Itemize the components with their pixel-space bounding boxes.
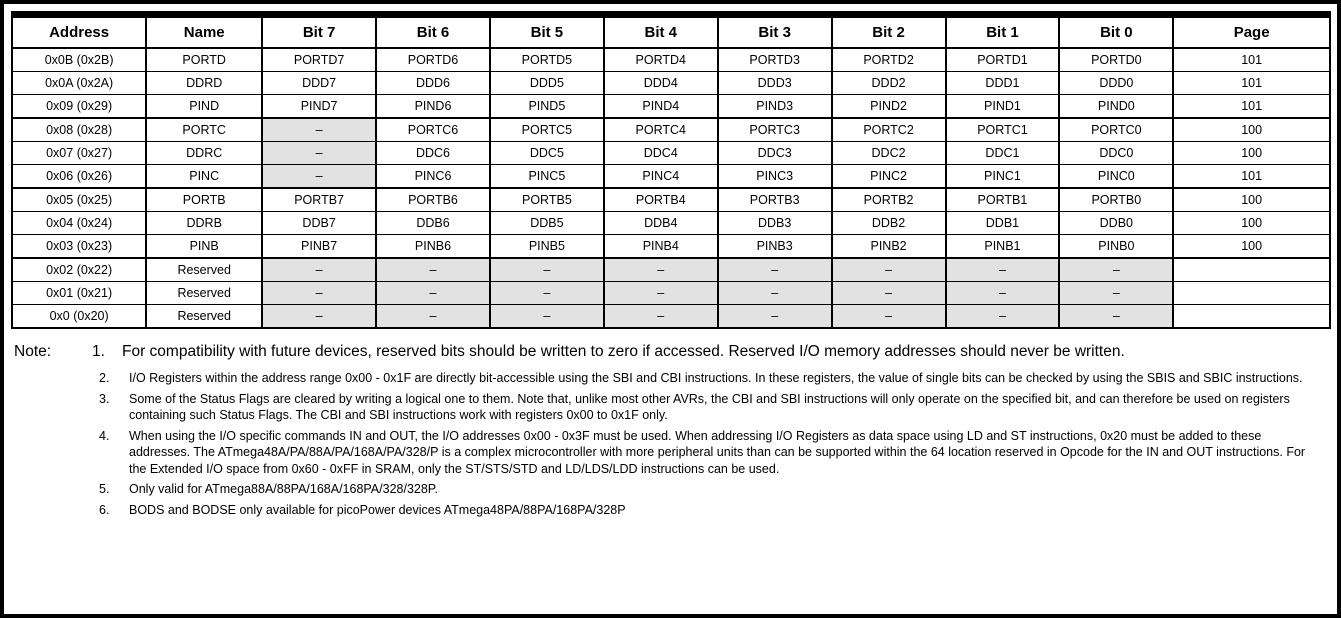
bit-cell: – bbox=[832, 258, 946, 282]
bit-cell: DDB2 bbox=[832, 212, 946, 235]
column-header: Bit 6 bbox=[376, 15, 490, 49]
bit-cell: PIND2 bbox=[832, 95, 946, 119]
address-cell: 0x09 (0x29) bbox=[12, 95, 146, 119]
bit-cell: – bbox=[604, 282, 718, 305]
bit-cell: – bbox=[946, 282, 1060, 305]
bit-cell: PINB2 bbox=[832, 235, 946, 259]
note-text: BODS and BODSE only available for picoPower devices ATmega48PA/88PA/168PA/328P bbox=[129, 502, 626, 517]
bit-cell: PORTB0 bbox=[1059, 188, 1173, 212]
bit-cell: PORTC3 bbox=[718, 118, 832, 142]
bit-cell: DDC4 bbox=[604, 142, 718, 165]
bit-cell: – bbox=[376, 282, 490, 305]
bit-cell: PIND4 bbox=[604, 95, 718, 119]
bit-cell: PORTD1 bbox=[946, 48, 1060, 72]
bit-cell: PINB7 bbox=[262, 235, 376, 259]
bit-cell: PIND5 bbox=[490, 95, 604, 119]
bit-cell: DDD7 bbox=[262, 72, 376, 95]
note-item bbox=[99, 481, 1331, 498]
bit-cell: – bbox=[490, 305, 604, 329]
column-header: Bit 0 bbox=[1059, 15, 1173, 49]
bit-cell: PIND3 bbox=[718, 95, 832, 119]
name-cell: PIND bbox=[146, 95, 262, 119]
bit-cell: PORTC1 bbox=[946, 118, 1060, 142]
column-header: Bit 1 bbox=[946, 15, 1060, 49]
bit-cell: – bbox=[718, 282, 832, 305]
bit-cell: DDB0 bbox=[1059, 212, 1173, 235]
bit-cell: PINB6 bbox=[376, 235, 490, 259]
bit-cell: – bbox=[490, 282, 604, 305]
name-cell: Reserved bbox=[146, 258, 262, 282]
bit-cell: PIND6 bbox=[376, 95, 490, 119]
address-cell: 0x0B (0x2B) bbox=[12, 48, 146, 72]
bit-cell: PINC5 bbox=[490, 165, 604, 189]
page-cell bbox=[1173, 282, 1330, 305]
bit-cell: DDC5 bbox=[490, 142, 604, 165]
bit-cell: DDB3 bbox=[718, 212, 832, 235]
bit-cell: – bbox=[262, 258, 376, 282]
column-header: Bit 2 bbox=[832, 15, 946, 49]
note-number: 6. bbox=[99, 502, 110, 517]
bit-cell: DDD1 bbox=[946, 72, 1060, 95]
page-cell: 100 bbox=[1173, 188, 1330, 212]
table-row bbox=[12, 212, 1330, 235]
note-text: Some of the Status Flags are cleared by writing a logical one to them. Note that, unlike most other AVRs, the CBI and SBI instructions will only operate on the specified bit, and can therefore be used on registers containing such Status Flags. The CBI and SBI instructions work with registers 0x00 to 0x1F only. bbox=[129, 391, 1290, 423]
bit-cell: DDB4 bbox=[604, 212, 718, 235]
bit-cell: PINB1 bbox=[946, 235, 1060, 259]
note-text: For compatibility with future devices, reserved bits should be written to zero if accessed. Reserved I/O memory addresses should never be written. bbox=[122, 343, 1125, 360]
bit-cell: – bbox=[946, 258, 1060, 282]
address-cell: 0x0A (0x2A) bbox=[12, 72, 146, 95]
bit-cell: DDB1 bbox=[946, 212, 1060, 235]
page-cell: 101 bbox=[1173, 165, 1330, 189]
bit-cell: DDC2 bbox=[832, 142, 946, 165]
bit-cell: PORTB7 bbox=[262, 188, 376, 212]
table-row bbox=[12, 72, 1330, 95]
address-cell: 0x0 (0x20) bbox=[12, 305, 146, 329]
bit-cell: – bbox=[946, 305, 1060, 329]
bit-cell: DDC1 bbox=[946, 142, 1060, 165]
page-cell bbox=[1173, 305, 1330, 329]
bit-cell: – bbox=[376, 305, 490, 329]
bit-cell: PINB3 bbox=[718, 235, 832, 259]
name-cell: Reserved bbox=[146, 305, 262, 329]
bit-cell: – bbox=[490, 258, 604, 282]
bit-cell: PORTB4 bbox=[604, 188, 718, 212]
bit-cell: PORTB6 bbox=[376, 188, 490, 212]
column-header: Bit 3 bbox=[718, 15, 832, 49]
table-body bbox=[12, 48, 1330, 328]
bit-cell: – bbox=[1059, 305, 1173, 329]
bit-cell: PORTC4 bbox=[604, 118, 718, 142]
bit-cell: DDC6 bbox=[376, 142, 490, 165]
bit-cell: DDD3 bbox=[718, 72, 832, 95]
bit-cell: PORTB3 bbox=[718, 188, 832, 212]
table-row bbox=[12, 48, 1330, 72]
bit-cell: – bbox=[832, 305, 946, 329]
page-cell: 101 bbox=[1173, 95, 1330, 119]
bit-cell: DDC3 bbox=[718, 142, 832, 165]
name-cell: PORTD bbox=[146, 48, 262, 72]
bit-cell: – bbox=[832, 282, 946, 305]
column-header: Address bbox=[12, 15, 146, 49]
address-cell: 0x01 (0x21) bbox=[12, 282, 146, 305]
address-cell: 0x08 (0x28) bbox=[12, 118, 146, 142]
column-header: Bit 5 bbox=[490, 15, 604, 49]
bit-cell: PORTB1 bbox=[946, 188, 1060, 212]
note-item bbox=[99, 502, 1331, 519]
name-cell: DDRD bbox=[146, 72, 262, 95]
page-cell: 100 bbox=[1173, 235, 1330, 259]
bit-cell: DDB6 bbox=[376, 212, 490, 235]
bit-cell: DDD5 bbox=[490, 72, 604, 95]
note-item bbox=[99, 391, 1331, 424]
bit-cell: PORTB5 bbox=[490, 188, 604, 212]
bit-cell: PIND1 bbox=[946, 95, 1060, 119]
bit-cell: PORTB2 bbox=[832, 188, 946, 212]
header-row bbox=[12, 15, 1330, 49]
bit-cell: – bbox=[718, 258, 832, 282]
bit-cell: PINC2 bbox=[832, 165, 946, 189]
bit-cell: – bbox=[262, 282, 376, 305]
bit-cell: PORTD0 bbox=[1059, 48, 1173, 72]
note-item bbox=[92, 340, 1331, 363]
table-row bbox=[12, 282, 1330, 305]
bit-cell: – bbox=[262, 118, 376, 142]
bit-cell: PORTD3 bbox=[718, 48, 832, 72]
bit-cell: PINC1 bbox=[946, 165, 1060, 189]
page-cell: 100 bbox=[1173, 118, 1330, 142]
address-cell: 0x07 (0x27) bbox=[12, 142, 146, 165]
bit-cell: – bbox=[1059, 282, 1173, 305]
bit-cell: – bbox=[604, 258, 718, 282]
note-item bbox=[99, 370, 1331, 387]
note-number: 4. bbox=[99, 428, 110, 443]
bit-cell: PORTC0 bbox=[1059, 118, 1173, 142]
bit-cell: PORTC6 bbox=[376, 118, 490, 142]
name-cell: PINC bbox=[146, 165, 262, 189]
page-cell bbox=[1173, 258, 1330, 282]
table-row bbox=[12, 235, 1330, 259]
bit-cell: PINB4 bbox=[604, 235, 718, 259]
bit-cell: PINC3 bbox=[718, 165, 832, 189]
bit-cell: DDB7 bbox=[262, 212, 376, 235]
note-number: 1. bbox=[92, 343, 105, 360]
bit-cell: DDD6 bbox=[376, 72, 490, 95]
note-large-wrap bbox=[92, 340, 1331, 363]
name-cell: PINB bbox=[146, 235, 262, 259]
note-item bbox=[99, 428, 1331, 478]
note-text: When using the I/O specific commands IN and OUT, the I/O addresses 0x00 - 0x3F must be used. When addressing I/O Registers as data space using LD and ST instructions, 0x20 must be added to these addresses. The ATmega48A/PA/88A/PA/168A/PA/328/P is a complex microcontroller with more peripheral units than can be supported within the 64 location reserved in Opcode for the IN and OUT instructions. For the Extended I/O space from 0x60 - 0xFF in SRAM, only the ST/STS/STD and LD/LDS/LDD instructions can be used. bbox=[129, 428, 1306, 476]
bit-cell: – bbox=[1059, 258, 1173, 282]
address-cell: 0x02 (0x22) bbox=[12, 258, 146, 282]
bit-cell: PORTD2 bbox=[832, 48, 946, 72]
bit-cell: – bbox=[262, 305, 376, 329]
column-header: Name bbox=[146, 15, 262, 49]
table-row bbox=[12, 165, 1330, 189]
bit-cell: PIND0 bbox=[1059, 95, 1173, 119]
note-row-first bbox=[14, 340, 1331, 363]
bit-cell: PIND7 bbox=[262, 95, 376, 119]
page-cell: 100 bbox=[1173, 142, 1330, 165]
column-header: Bit 7 bbox=[262, 15, 376, 49]
bit-cell: DDD2 bbox=[832, 72, 946, 95]
name-cell: DDRB bbox=[146, 212, 262, 235]
bit-cell: DDD0 bbox=[1059, 72, 1173, 95]
register-summary-table bbox=[11, 11, 1331, 329]
page-cell: 101 bbox=[1173, 48, 1330, 72]
bit-cell: PINC4 bbox=[604, 165, 718, 189]
address-cell: 0x03 (0x23) bbox=[12, 235, 146, 259]
notes-section bbox=[14, 340, 1331, 518]
table-row bbox=[12, 258, 1330, 282]
table-row bbox=[12, 188, 1330, 212]
bit-cell: – bbox=[262, 165, 376, 189]
bit-cell: – bbox=[604, 305, 718, 329]
bit-cell: PORTD6 bbox=[376, 48, 490, 72]
bit-cell: PORTD7 bbox=[262, 48, 376, 72]
name-cell: DDRC bbox=[146, 142, 262, 165]
bit-cell: PORTC5 bbox=[490, 118, 604, 142]
bit-cell: – bbox=[262, 142, 376, 165]
note-number: 3. bbox=[99, 391, 110, 406]
bit-cell: DDD4 bbox=[604, 72, 718, 95]
note-text: Only valid for ATmega88A/88PA/168A/168PA/328/328P. bbox=[129, 482, 439, 497]
name-cell: Reserved bbox=[146, 282, 262, 305]
page-cell: 101 bbox=[1173, 72, 1330, 95]
bit-cell: DDB5 bbox=[490, 212, 604, 235]
name-cell: PORTB bbox=[146, 188, 262, 212]
table-row bbox=[12, 95, 1330, 119]
page-cell: 100 bbox=[1173, 212, 1330, 235]
address-cell: 0x06 (0x26) bbox=[12, 165, 146, 189]
bit-cell: – bbox=[376, 258, 490, 282]
note-number: 5. bbox=[99, 482, 110, 497]
column-header: Bit 4 bbox=[604, 15, 718, 49]
table-row bbox=[12, 118, 1330, 142]
address-cell: 0x05 (0x25) bbox=[12, 188, 146, 212]
bit-cell: PORTD5 bbox=[490, 48, 604, 72]
note-text: I/O Registers within the address range 0x00 - 0x1F are directly bit-accessible using the SBI and CBI instructions. In these registers, the value of single bits can be checked by using the SBIS and SBIC instructions. bbox=[129, 371, 1303, 386]
notes-list bbox=[99, 370, 1331, 518]
table-row bbox=[12, 305, 1330, 329]
bit-cell: PINC0 bbox=[1059, 165, 1173, 189]
bit-cell: PINB5 bbox=[490, 235, 604, 259]
bit-cell: PORTD4 bbox=[604, 48, 718, 72]
bit-cell: DDC0 bbox=[1059, 142, 1173, 165]
bit-cell: – bbox=[718, 305, 832, 329]
bit-cell: PINB0 bbox=[1059, 235, 1173, 259]
bit-cell: PORTC2 bbox=[832, 118, 946, 142]
note-number: 2. bbox=[99, 371, 110, 386]
address-cell: 0x04 (0x24) bbox=[12, 212, 146, 235]
name-cell: PORTC bbox=[146, 118, 262, 142]
bit-cell: PINC6 bbox=[376, 165, 490, 189]
table-row bbox=[12, 142, 1330, 165]
column-header: Page bbox=[1173, 15, 1330, 49]
notes-label: Note: bbox=[14, 343, 52, 360]
